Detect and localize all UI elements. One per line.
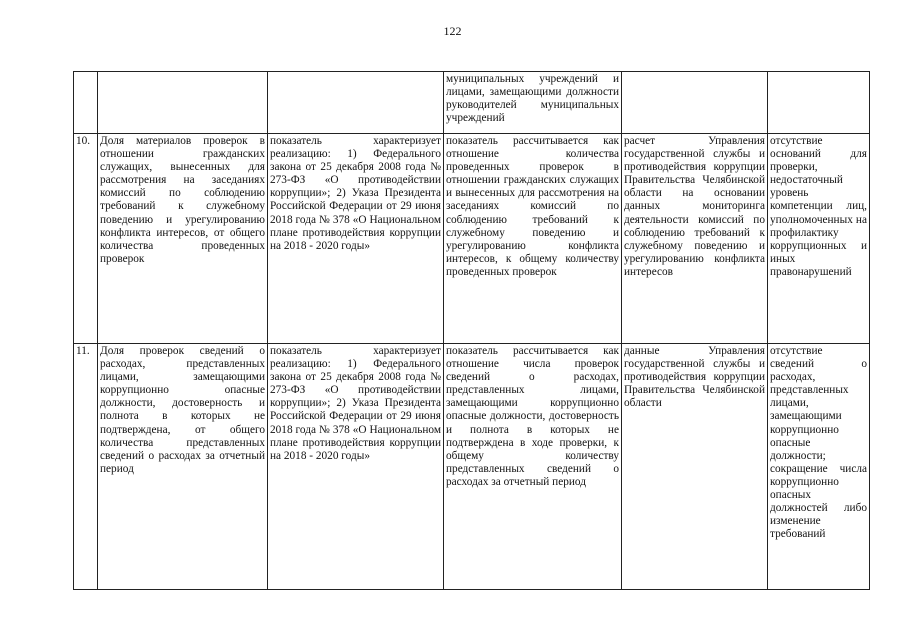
calculation-method: показатель рассчитывается как отношение числа проверок сведений о расходах, представленных лицами, замещающими коррупционно опасные должности, достоверность и полнота в которых не подтверждена в ходе проверки, к общему количеству представленных сведений о расходах за отчетный период	[444, 344, 622, 590]
risks: отсутствие сведений о расходах, представленных лицами, замещающими коррупционно опасные должности; сокращение числа коррупционно опасных должностей либо изменение требований	[768, 344, 870, 590]
data-source: данные Управления государственной службы и противодействия коррупции Правительства Челябинской области	[622, 344, 768, 590]
cell-calculation-method: муниципальных учреждений и лицами, замещающими должности руководителей муниципальных учреждений	[444, 72, 622, 134]
table-row-continuation	[74, 72, 870, 134]
cell-risks	[768, 72, 870, 134]
table-row	[74, 344, 870, 590]
row-number: 11.	[74, 344, 98, 590]
page-number: 122	[443, 24, 462, 38]
indicators-table	[73, 71, 870, 590]
cell-indicator-name	[98, 72, 268, 134]
indicator-name: Доля проверок сведений о расходах, представленных лицами, замещающими коррупционно опасные должности, достоверность и полнота в которых не подтверждена, от общего количества представленных сведений о расходах за отчетный период	[98, 344, 268, 590]
calculation-method: показатель рассчитывается как отношение количества проведенных проверок в отношении гражданских служащих и вынесенных для рассмотрения на заседаниях комиссий по соблюдению требований к служебному поведению и урегулированию конфликта интересов, к общему количеству проведенных проверок	[444, 134, 622, 344]
indicator-name: Доля материалов проверок в отношении гражданских служащих, вынесенных для рассмотрения на заседаниях комиссий по соблюдению требований к служебному поведению и урегулированию конфликта интересов, от общего количества проведенных проверок	[98, 134, 268, 344]
indicator-basis: показатель характеризует реализацию: 1) Федерального закона от 25 декабря 2008 года № 273-ФЗ «О противодействии коррупции»; 2) Указа Президента Российской Федерации от 29 июня 2018 года № 378 «О Национальном плане противодействия коррупции на 2018 - 2020 годы»	[268, 134, 444, 344]
row-number: 10.	[74, 134, 98, 344]
table-row	[74, 134, 870, 344]
data-source: расчет Управления государственной службы и противодействия коррупции Правительства Челябинской области на основании данных мониторинга деятельности комиссий по соблюдению требований к служебному поведению и урегулированию конфликта интересов	[622, 134, 768, 344]
risks: отсутствие оснований для проверки, недостаточный уровень компетенции лиц, уполномоченных на профилактику коррупционных и иных правонарушений	[768, 134, 870, 344]
indicator-basis: показатель характеризует реализацию: 1) Федерального закона от 25 декабря 2008 года № 273-ФЗ «О противодействии коррупции»; 2) Указа Президента Российской Федерации от 29 июня 2018 года № 378 «О Национальном плане противодействия коррупции на 2018 - 2020 годы»	[268, 344, 444, 590]
cell-number	[74, 72, 98, 134]
cell-basis	[268, 72, 444, 134]
cell-data-source	[622, 72, 768, 134]
